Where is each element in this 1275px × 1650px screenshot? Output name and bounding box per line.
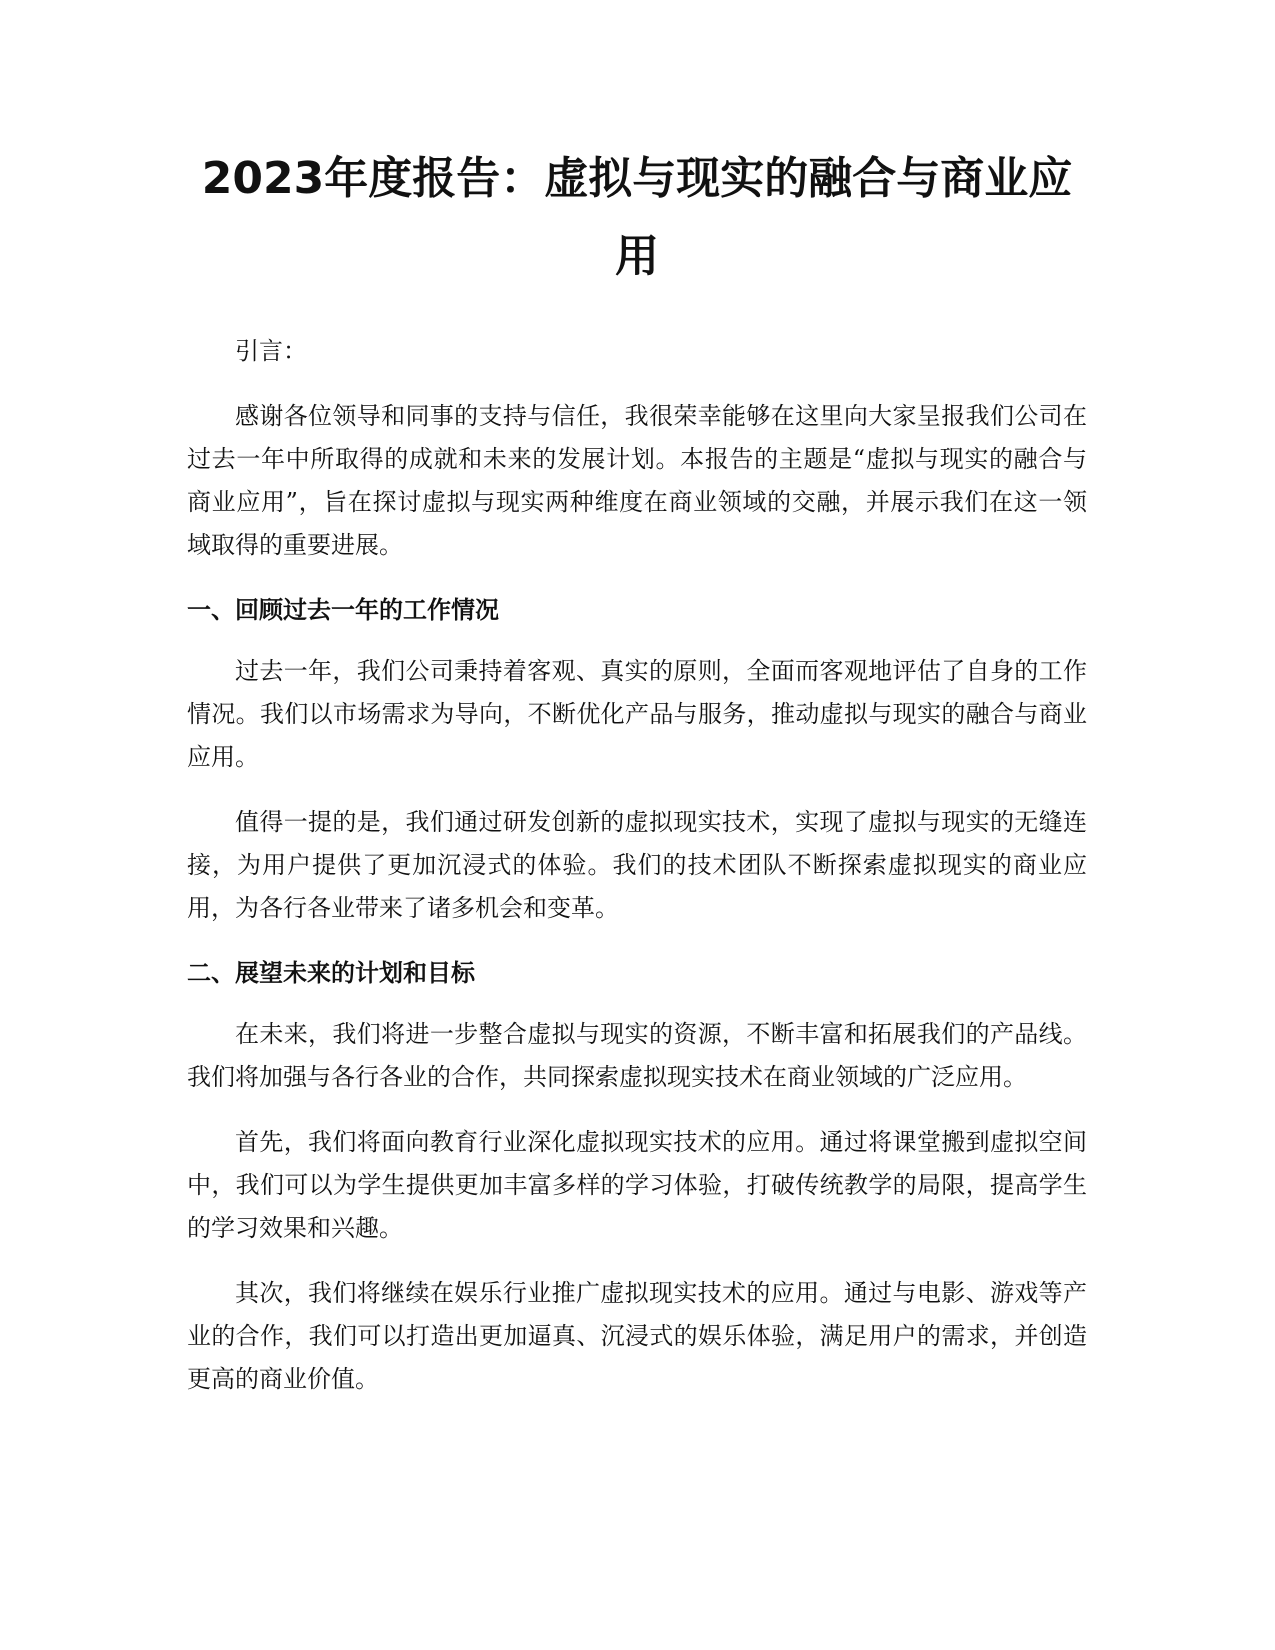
- document-title: 2023年度报告：虚拟与现实的融合与商业应用: [201, 153, 1073, 282]
- section-heading-review: 一、回顾过去一年的工作情况: [187, 596, 499, 624]
- section-review-paragraph: 值得一提的是，我们通过研发创新的虚拟现实技术，实现了虚拟与现实的无缝连接，为用户提供了更加沉浸式的体验。我们的技术团队不断探索虚拟现实的商业应用，为各行各业带来了诸多机会和变革。: [187, 808, 1087, 922]
- section-review-paragraph: 过去一年，我们公司秉持着客观、真实的原则，全面而客观地评估了自身的工作情况。我们以市场需求为导向，不断优化产品与服务，推动虚拟与现实的融合与商业应用。: [187, 657, 1087, 771]
- section-outlook-paragraph: 首先，我们将面向教育行业深化虚拟现实技术的应用。通过将课堂搬到虚拟空间中，我们可以为学生提供更加丰富多样的学习体验，打破传统教学的局限，提高学生的学习效果和兴趣。: [187, 1128, 1087, 1242]
- intro-paragraph: 感谢各位领导和同事的支持与信任，我很荣幸能够在这里向大家呈报我们公司在过去一年中所取得的成就和未来的发展计划。本报告的主题是“虚拟与现实的融合与商业应用”，旨在探讨虚拟与现实两种维度在商业领域的交融，并展示我们在这一领域取得的重要进展。: [187, 402, 1087, 559]
- section-heading-outlook: 二、展望未来的计划和目标: [187, 959, 475, 987]
- section-outlook-paragraph: 其次，我们将继续在娱乐行业推广虚拟现实技术的应用。通过与电影、游戏等产业的合作，我们可以打造出更加逼真、沉浸式的娱乐体验，满足用户的需求，并创造更高的商业价值。: [187, 1279, 1087, 1393]
- document-body: [187, 140, 1087, 1423]
- intro-label: 引言：: [235, 337, 307, 365]
- section-outlook-paragraph: 在未来，我们将进一步整合虚拟与现实的资源，不断丰富和拓展我们的产品线。我们将加强与各行各业的合作，共同探索虚拟现实技术在商业领域的广泛应用。: [187, 1020, 1087, 1091]
